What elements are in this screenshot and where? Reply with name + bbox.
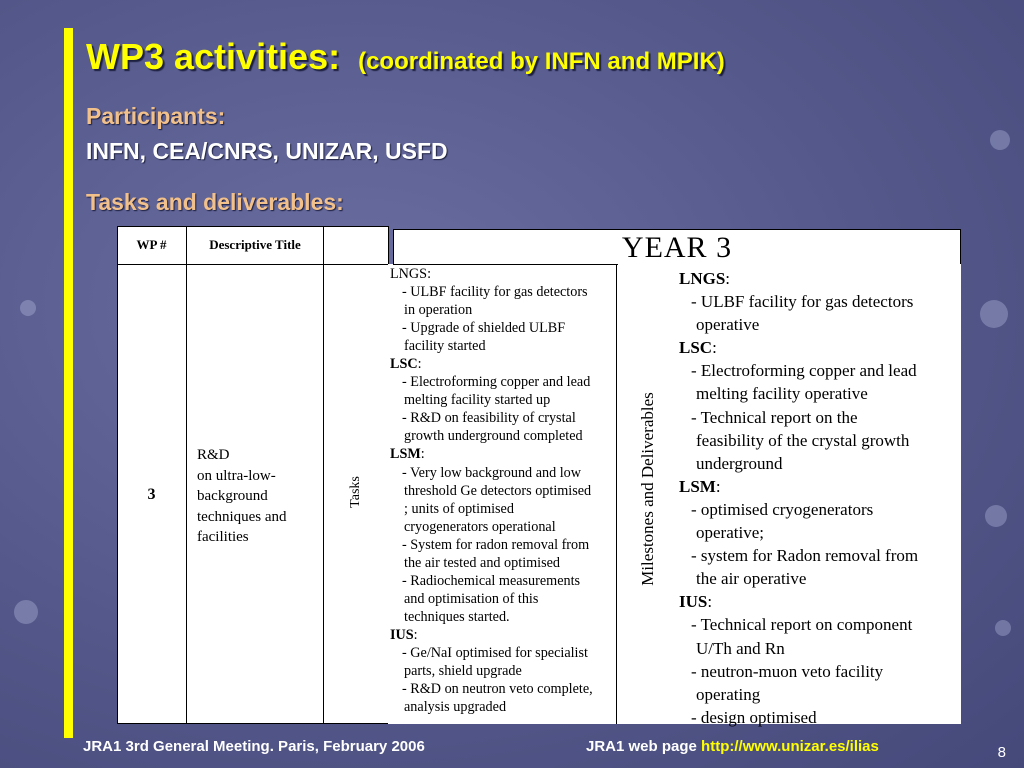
task-line: - ULBF facility for gas detectors [402, 284, 588, 301]
task-site-ius: IUS: [390, 626, 418, 643]
background-dot [14, 600, 38, 624]
milestones-vertical-label: Milestones and Deliverables [638, 392, 657, 586]
milestone-line: underground [696, 453, 783, 473]
task-line: - System for radon removal from [402, 536, 590, 553]
milestones-label-column [618, 264, 678, 724]
task-line: facility started [404, 338, 486, 355]
task-line: - Upgrade of shielded ULBF [402, 320, 566, 337]
task-site-lngs: LNGS: [390, 266, 432, 282]
milestone-line: - Technical report on component [691, 615, 913, 635]
accent-bar [64, 28, 73, 738]
milestone-site-lsm: LSM: [679, 476, 721, 496]
background-dot [980, 300, 1008, 328]
task-line: - R&D on neutron veto complete, [402, 681, 593, 698]
milestone-line: - Electroforming copper and lead [691, 361, 917, 381]
title-subtitle: (coordinated by INFN and MPIK) [358, 48, 725, 75]
background-dot [990, 130, 1010, 150]
milestones-column [678, 264, 961, 727]
wp-number: 3 [147, 486, 156, 503]
descriptive-title-line: facilities [197, 529, 249, 545]
page-number: 8 [997, 744, 1006, 761]
task-line: cryogenerators operational [404, 518, 556, 535]
task-line: - Electroforming copper and lead [402, 374, 591, 391]
tasks-label: Tasks and deliverables: [86, 189, 344, 215]
task-line: parts, shield upgrade [404, 663, 522, 680]
task-line: - R&D on feasibility of crystal [402, 410, 576, 427]
milestone-line: - Technical report on the [691, 407, 858, 427]
task-line: - Very low background and low [402, 464, 582, 481]
wp-table [117, 226, 389, 724]
footer-meeting: JRA1 3rd General Meeting. Paris, February 2006 [83, 738, 425, 755]
footer-web [586, 738, 879, 755]
milestone-site-lngs: LNGS: [679, 269, 731, 288]
task-line: ; units of optimised [404, 500, 514, 517]
descriptive-title-line: techniques and [197, 508, 287, 525]
year-header [393, 229, 961, 265]
milestone-line: - system for Radon removal from [691, 546, 919, 566]
milestone-line: U/Th and Rn [696, 638, 785, 658]
footer-url-link[interactable]: http://www.unizar.es/ilias [701, 738, 879, 755]
task-line: - Ge/NaI optimised for specialist [402, 644, 588, 661]
task-line: threshold Ge detectors optimised [404, 482, 592, 499]
task-line: melting facility started up [404, 392, 551, 409]
participants-list: INFN, CEA/CNRS, UNIZAR, USFD [86, 138, 448, 164]
year-header-text: YEAR 3 [621, 231, 733, 264]
milestone-line: - neutron-muon veto facility [691, 661, 884, 681]
footer-web-label: JRA1 web page [586, 738, 697, 755]
milestone-line: operating [696, 684, 761, 704]
background-dot [995, 620, 1011, 636]
task-line: - Radiochemical measurements [402, 572, 581, 589]
slide-title [86, 36, 725, 78]
task-line: the air tested and optimised [404, 554, 561, 571]
tasks-column [388, 264, 618, 724]
milestone-site-lsc: LSC: [679, 338, 717, 358]
milestone-line: - ULBF facility for gas detectors [691, 292, 914, 312]
milestone-line: - optimised cryogenerators [691, 499, 874, 519]
header-wp: WP # [136, 237, 167, 252]
descriptive-title-line: background [197, 488, 268, 504]
milestone-line: feasibility of the crystal growth [696, 430, 910, 450]
header-descriptive-title: Descriptive Title [209, 237, 301, 252]
title-main: WP3 activities: [86, 36, 341, 77]
task-line: analysis upgraded [404, 699, 507, 716]
descriptive-title-line: on ultra-low- [197, 467, 276, 484]
milestone-line: operative [696, 315, 760, 335]
participants-label: Participants: [86, 103, 226, 129]
milestone-site-ius: IUS: [679, 592, 713, 612]
task-line: in operation [404, 302, 473, 319]
background-dot [985, 505, 1007, 527]
descriptive-title-line: R&D [197, 447, 230, 463]
task-line: and optimisation of this [404, 590, 539, 607]
task-site-lsm: LSM: [390, 446, 425, 463]
task-line: techniques started. [404, 608, 510, 625]
milestone-line: the air operative [696, 569, 807, 589]
task-site-lsc: LSC: [390, 356, 422, 373]
task-line: growth underground completed [404, 428, 583, 445]
background-dot [20, 300, 36, 316]
milestone-line: melting facility operative [696, 384, 868, 404]
descriptive-title-text [197, 445, 287, 548]
milestone-line: - design optimised [691, 707, 817, 727]
tasks-vertical-label: Tasks [348, 476, 363, 508]
milestone-line: operative; [696, 523, 764, 543]
